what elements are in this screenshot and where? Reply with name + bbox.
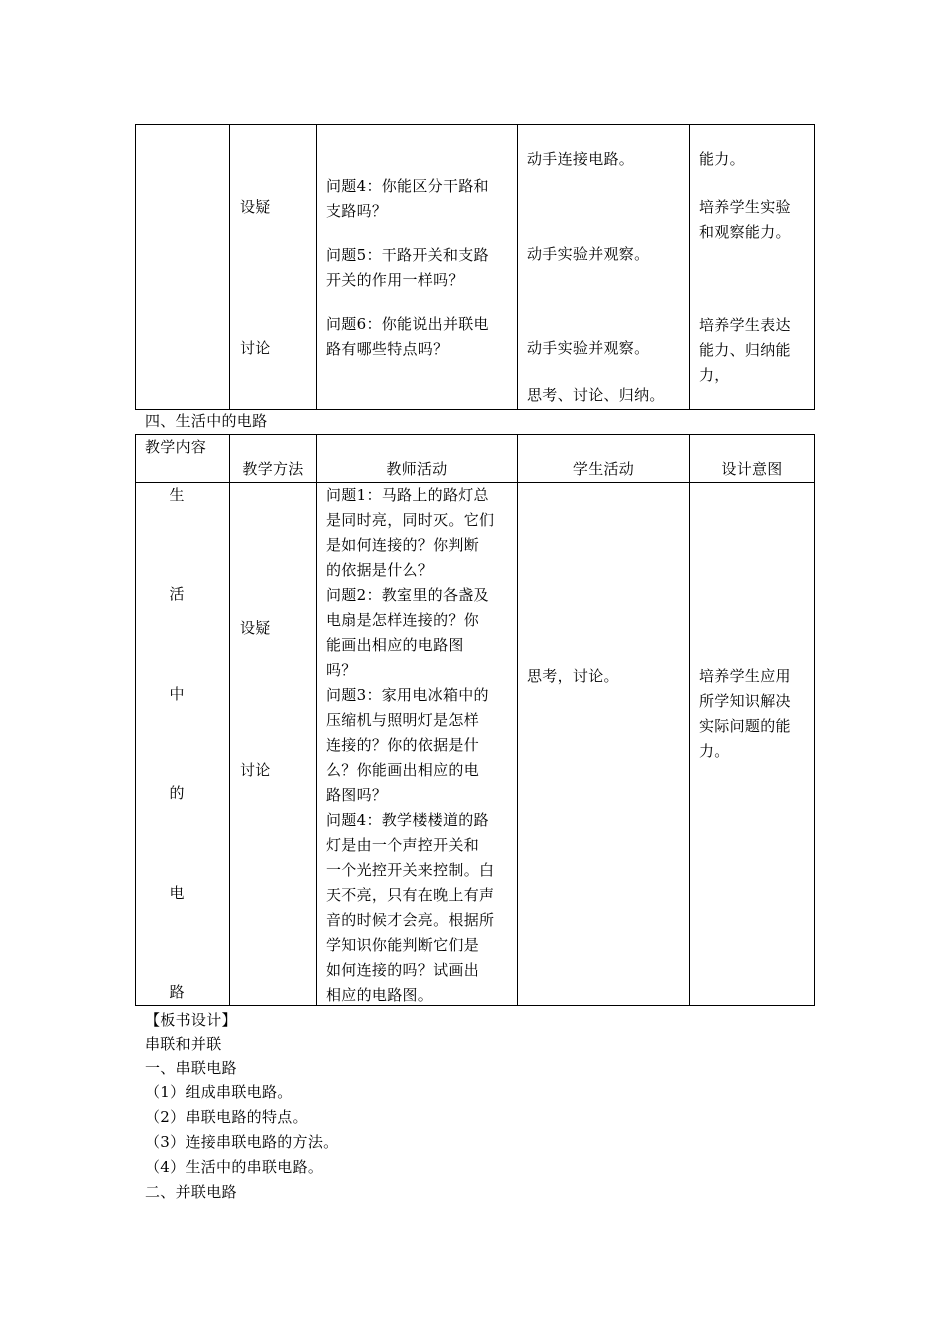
student-activity: 思考、讨论、归纳。 (527, 386, 665, 404)
board-item: （4）生活中的串联电路。 (145, 1158, 324, 1176)
content-char: 生 (169, 486, 185, 504)
teacher-line: 压缩机与照明灯是怎样 (326, 711, 480, 729)
content-char: 中 (169, 685, 185, 703)
method-discussion: 讨论 (240, 339, 271, 357)
design-intent: 培养学生实验 和观察能力。 (699, 198, 791, 241)
teacher-activity: 问题4：你能区分干路和 支路吗？ (326, 177, 489, 220)
teacher-activity: 问题5：干路开关和支路 开关的作用一样吗？ (326, 246, 489, 289)
board-item: （2）串联电路的特点。 (145, 1108, 308, 1126)
board-heading: 【板书设计】 (145, 1011, 237, 1029)
teacher-line: 问题3：家用电冰箱中的 (326, 686, 489, 704)
teacher-activity (326, 483, 494, 1008)
design-intent: 能力。 (699, 150, 745, 168)
board-section: 一、串联电路 (145, 1059, 237, 1077)
header-content: 教学内容 (145, 438, 207, 456)
header-intent: 设计意图 (721, 460, 783, 478)
teacher-line: 相应的电路图。 (326, 986, 434, 1004)
design-intent: 培养学生应用 所学知识解决 实际问题的能 力。 (699, 667, 791, 760)
teacher-line: 问题2：教室里的各盏及 (326, 586, 489, 604)
teacher-line: 是如何连接的？你判断 (326, 536, 480, 554)
student-activity: 动手连接电路。 (527, 150, 635, 168)
teacher-line: 如何连接的吗？试画出 (326, 961, 480, 979)
board-title: 串联和并联 (145, 1035, 222, 1053)
student-activity: 思考，讨论。 (527, 667, 619, 685)
method-question: 设疑 (240, 198, 271, 216)
teacher-line: 么？你能画出相应的电 (326, 761, 480, 779)
teacher-line: 电扇是怎样连接的？你 (326, 611, 480, 629)
teacher-line: 的依据是什么？ (326, 561, 434, 579)
content-char: 电 (169, 884, 185, 902)
teacher-line: 天不亮，只有在晚上有声 (326, 886, 495, 904)
design-intent: 培养学生表达 能力、归纳能 力， (699, 316, 791, 384)
header-method: 教学方法 (242, 460, 304, 478)
header-teacher: 教师活动 (386, 460, 448, 478)
teacher-line: 学知识你能判断它们是 (326, 936, 480, 954)
content-char: 的 (169, 784, 185, 802)
teacher-line: 问题4：教学楼楼道的路 (326, 811, 489, 829)
teacher-line: 能画出相应的电路图 (326, 636, 464, 654)
teacher-line: 灯是由一个声控开关和 (326, 836, 480, 854)
teacher-line: 是同时亮，同时灭。它们 (326, 511, 495, 529)
teacher-line: 音的时候才会亮。根据所 (326, 911, 495, 929)
teacher-line: 路图吗？ (326, 786, 388, 804)
board-section: 二、并联电路 (145, 1183, 237, 1201)
method-discussion: 讨论 (240, 761, 271, 779)
method-question: 设疑 (240, 619, 271, 637)
student-activity: 动手实验并观察。 (527, 339, 650, 357)
teacher-activity: 问题6：你能说出并联电 路有哪些特点吗？ (326, 315, 489, 358)
board-item: （1）组成串联电路。 (145, 1083, 293, 1101)
content-char: 活 (169, 585, 185, 603)
teacher-line: 问题1：马路上的路灯总 (326, 486, 489, 504)
section-title: 四、生活中的电路 (145, 412, 268, 430)
content-char: 路 (169, 983, 185, 1001)
teacher-line: 一个光控开关来控制。白 (326, 861, 495, 879)
student-activity: 动手实验并观察。 (527, 245, 650, 263)
board-item: （3）连接串联电路的方法。 (145, 1133, 339, 1151)
teacher-line: 连接的？你的依据是什 (326, 736, 480, 754)
teacher-line: 吗？ (326, 661, 357, 679)
header-student: 学生活动 (572, 460, 635, 478)
